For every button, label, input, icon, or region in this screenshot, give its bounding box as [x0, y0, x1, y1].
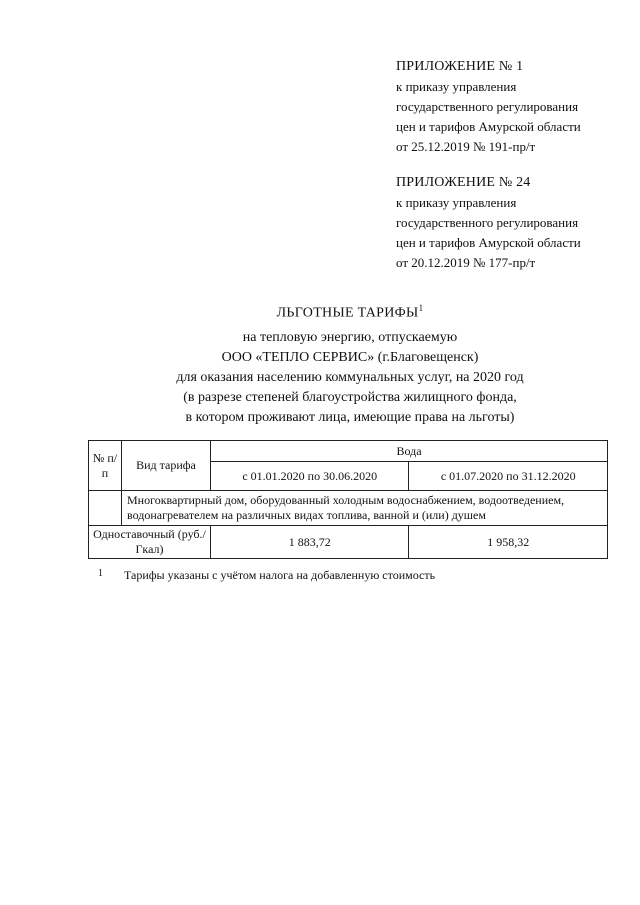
- housing-description: Многоквартирный дом, оборудованный холодным водоснабжением, водоотведением, водонагревателем на различных видах топлива, ванной и (или) душем: [122, 491, 608, 526]
- tariff-value-period-1: 1 883,72: [211, 526, 409, 559]
- table-header-row: [89, 441, 608, 462]
- appendix-24-title: ПРИЛОЖЕНИЕ № 24: [396, 175, 531, 190]
- footnote-text: Тарифы указаны с учётом налога на добавленную стоимость: [124, 568, 436, 582]
- header-line: на тепловую энергию, отпускаемую: [242, 329, 458, 345]
- appendix-1-line: от 25.12.2019 № 191-пр/т: [396, 139, 536, 154]
- table-row: [89, 491, 608, 526]
- appendix-24-line: к приказу управления: [396, 195, 517, 210]
- appendix-1-block: [396, 57, 581, 157]
- header-line: ООО «ТЕПЛО СЕРВИС» (г.Благовещенск): [221, 349, 479, 365]
- period-2-header: с 01.07.2020 по 31.12.2020: [409, 462, 608, 491]
- col-num-header: № п/п: [89, 441, 122, 491]
- appendix-24-line: цен и тарифов Амурской области: [396, 235, 581, 250]
- document-header: [0, 298, 640, 428]
- appendix-1-line: цен и тарифов Амурской области: [396, 119, 581, 134]
- appendix-24-line: от 20.12.2019 № 177-пр/т: [396, 255, 536, 270]
- document-title: [0, 298, 640, 324]
- tariff-value-period-2: 1 958,32: [409, 526, 608, 559]
- water-group-header: Вода: [211, 441, 608, 462]
- appendix-1-line: государственного регулирования: [396, 99, 579, 114]
- tariff-table: [88, 440, 608, 559]
- table-row: [89, 526, 608, 559]
- header-line: для оказания населению коммунальных услуг, на 2020 год: [176, 369, 524, 385]
- appendix-1-title: ПРИЛОЖЕНИЕ № 1: [396, 59, 524, 74]
- header-line: (в разрезе степеней благоустройства жилищного фонда,: [183, 389, 517, 405]
- document-title-text: ЛЬГОТНЫЕ ТАРИФЫ: [276, 305, 419, 321]
- appendix-1-line: к приказу управления: [396, 79, 517, 94]
- empty-cell: [89, 491, 122, 526]
- period-1-header: с 01.01.2020 по 30.06.2020: [211, 462, 409, 491]
- footnote-ref: 1: [418, 303, 424, 313]
- appendix-24-block: [396, 173, 581, 273]
- tariff-type-label: Одноставочный (руб./Гкал): [89, 526, 211, 559]
- footnote-mark: 1: [98, 568, 103, 579]
- appendix-24-line: государственного регулирования: [396, 215, 579, 230]
- header-line: в котором проживают лица, имеющие права на льготы): [185, 409, 515, 425]
- col-type-header: Вид тарифа: [122, 441, 211, 491]
